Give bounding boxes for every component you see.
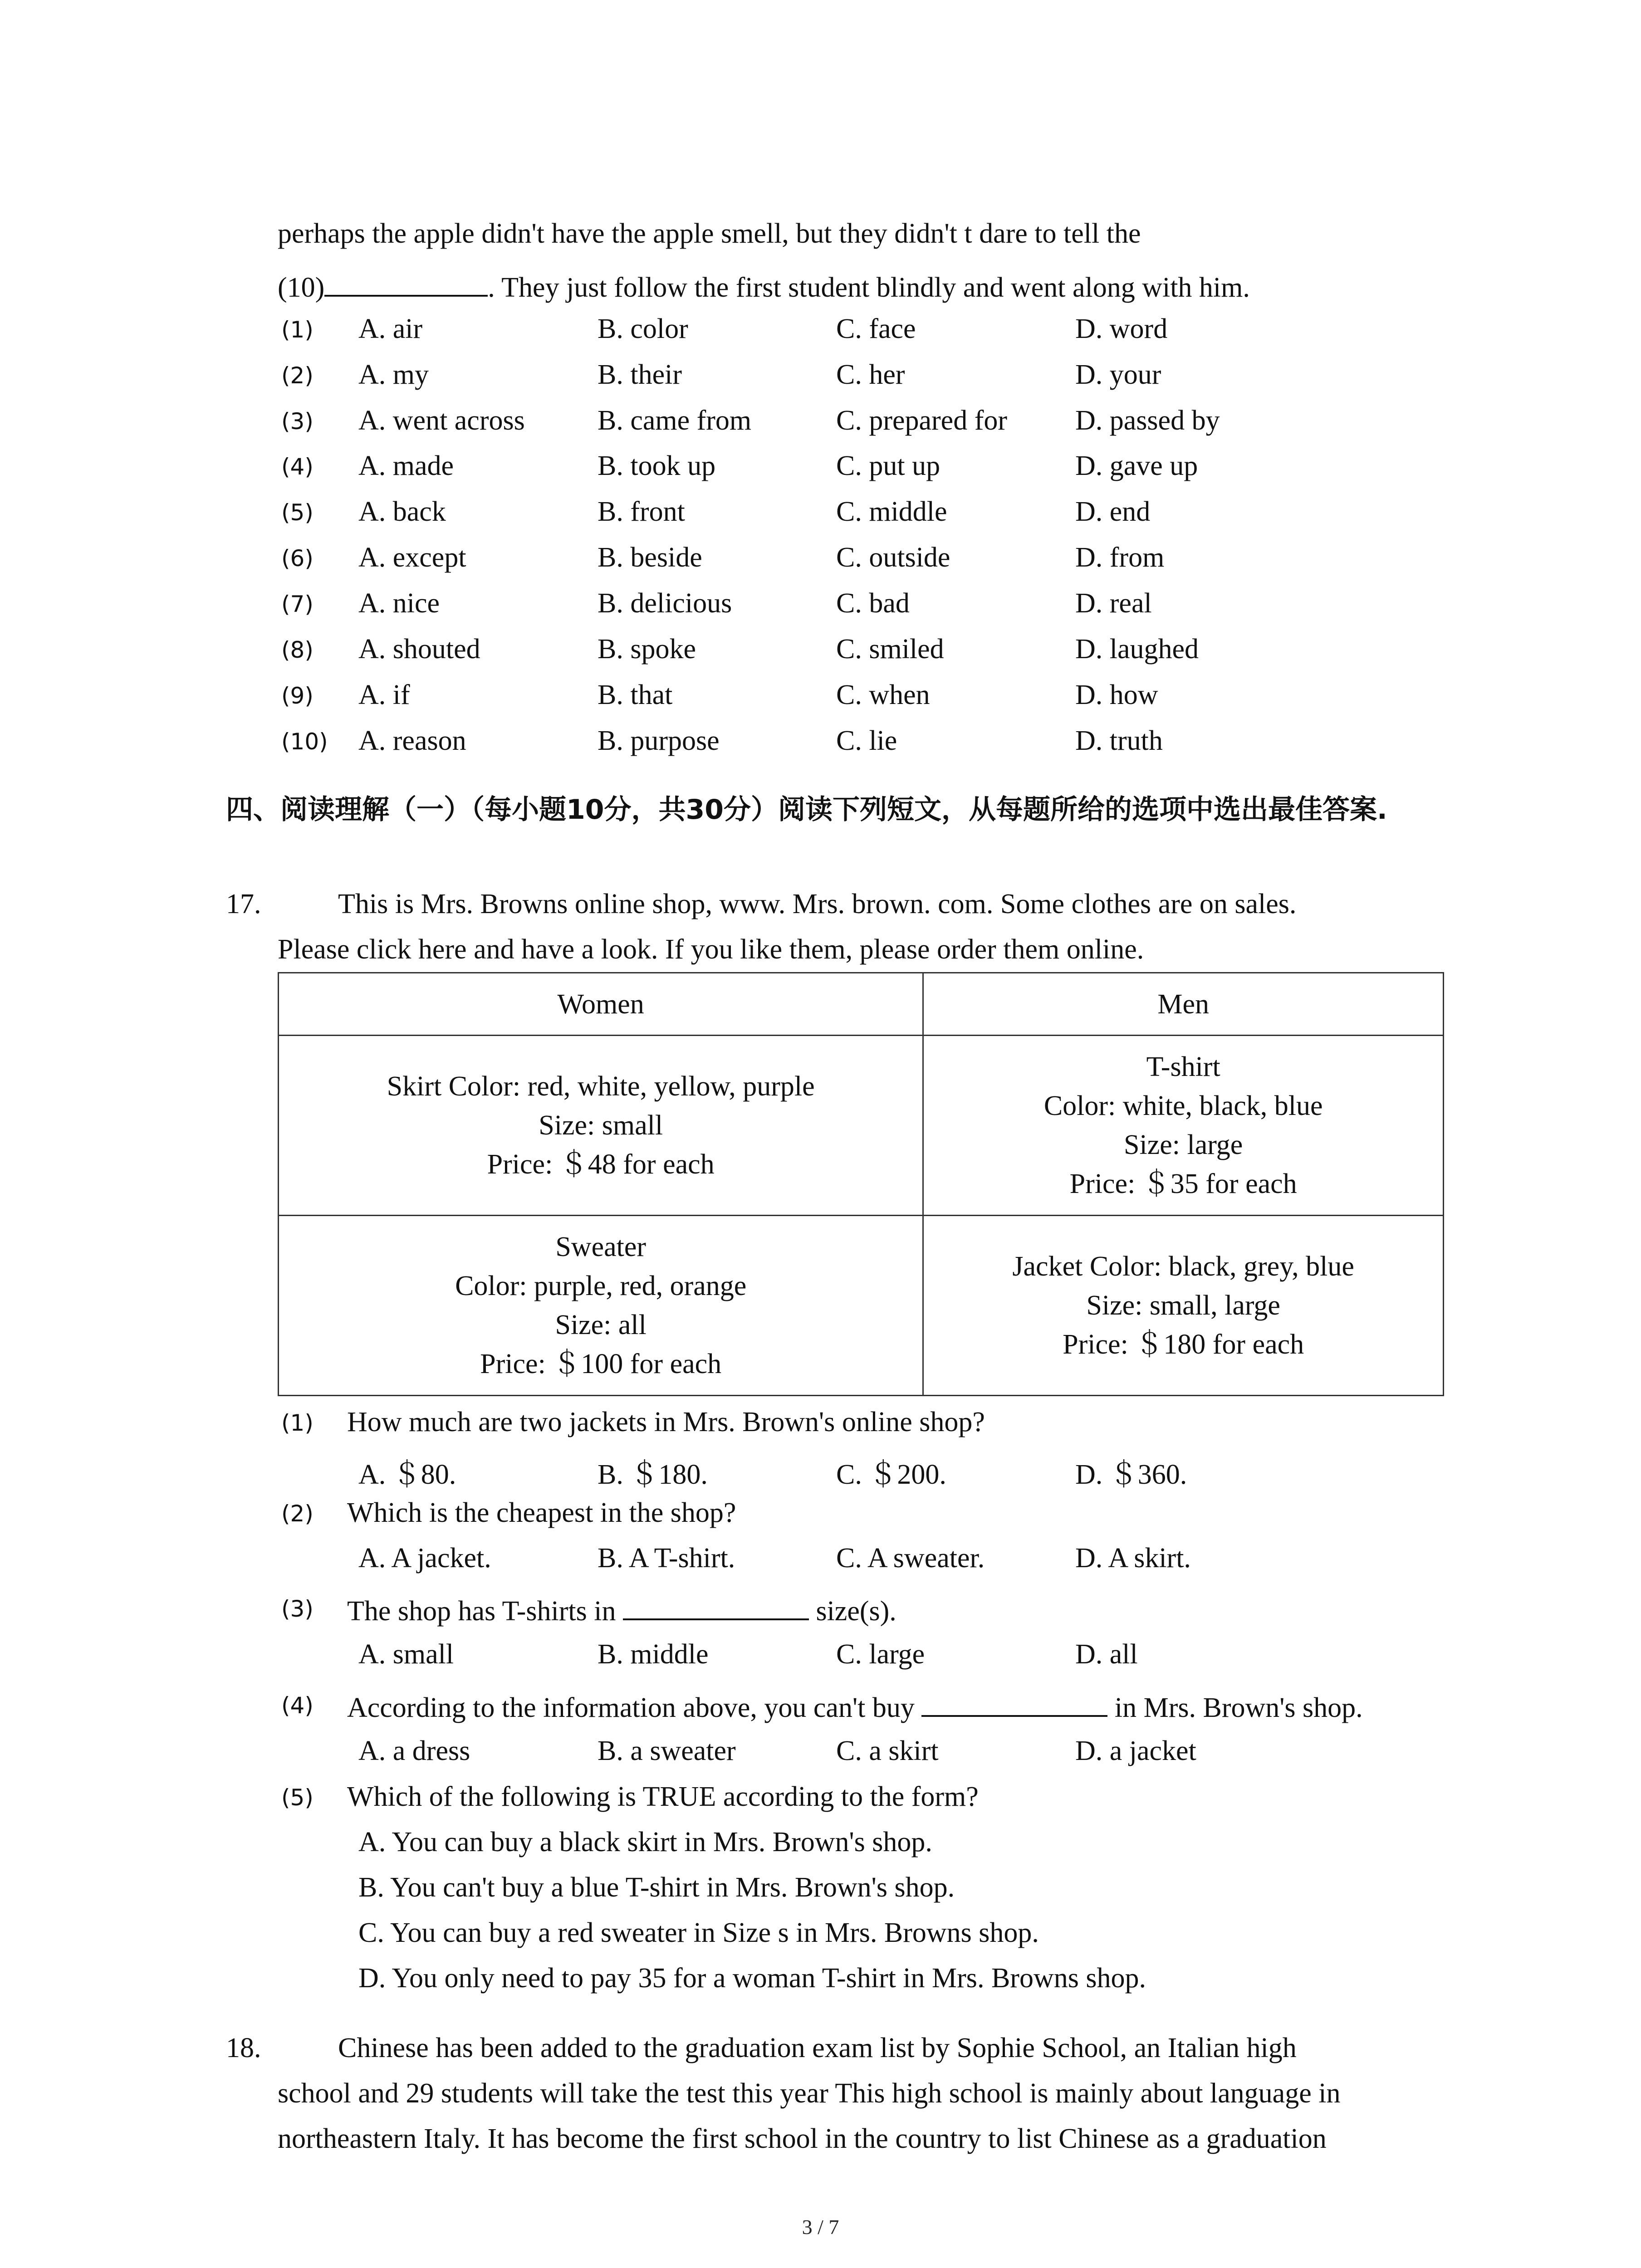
- question-number: (1): [281, 1410, 314, 1436]
- question-number: (4): [281, 1692, 314, 1719]
- q17-intro-line: Please click here and have a look. If you like them, please order them online.: [278, 934, 1144, 965]
- q17-intro-line: This is Mrs. Browns online shop, www. Mrs. brown. com. Some clothes are on sales.: [338, 889, 1297, 919]
- question-number: (3): [281, 408, 314, 435]
- question-number: (8): [281, 637, 314, 663]
- option-d: D. all: [1075, 1639, 1138, 1670]
- cell-line: Jacket Color: black, grey, blue: [1012, 1251, 1354, 1282]
- q18-line: northeastern Italy. It has become the first school in the country to list Chinese as a graduation: [278, 2123, 1327, 2154]
- question-number-18: 18.: [226, 2033, 261, 2063]
- option-d: D. passed by: [1075, 405, 1220, 436]
- option-d: D. gave up: [1075, 450, 1198, 481]
- option-b: B. beside: [598, 542, 702, 573]
- option-b: B. purpose: [598, 725, 720, 756]
- option-c: C. middle: [836, 496, 947, 527]
- option-b: B. took up: [598, 450, 716, 481]
- option-d: D. word: [1075, 313, 1168, 344]
- option-a: A. A jacket.: [358, 1543, 491, 1574]
- option-a: A. You can buy a black skirt in Mrs. Brown's shop.: [358, 1827, 932, 1857]
- option-a: A. except: [358, 542, 466, 573]
- section-heading: 四、阅读理解（一）（每小题10分，共30分）阅读下列短文，从每题所给的选项中选出最佳答案.: [226, 794, 1387, 826]
- option-a: A. my: [358, 359, 429, 390]
- option-c: C. when: [836, 679, 930, 710]
- question-number: (7): [281, 591, 314, 617]
- option-a: A. reason: [358, 725, 466, 756]
- option-b: B. A T-shirt.: [598, 1543, 735, 1574]
- option-c: C. ＄200.: [836, 1459, 946, 1490]
- option-c: C. You can buy a red sweater in Size s in Mrs. Browns shop.: [358, 1917, 1039, 1948]
- q18-line: school and 29 students will take the test this year This high school is mainly about language in: [278, 2078, 1341, 2109]
- option-d: D. from: [1075, 542, 1165, 573]
- option-c: C. large: [836, 1639, 925, 1670]
- option-b: B. middle: [598, 1639, 709, 1670]
- option-b: B. a sweater: [598, 1735, 736, 1766]
- option-a: A. ＄80.: [358, 1459, 456, 1490]
- stem-text: size(s).: [816, 1596, 896, 1627]
- option-b: B. that: [598, 679, 673, 710]
- option-d: D. truth: [1075, 725, 1163, 756]
- passage-text: . They just follow the first student blindly and went along with him.: [488, 272, 1250, 303]
- cell-line: Price: ＄100 for each: [480, 1349, 722, 1379]
- option-b: B. their: [598, 359, 682, 390]
- option-c: C. put up: [836, 450, 941, 481]
- column-header-men: Men: [923, 973, 1444, 1036]
- question-stem: Which is the cheapest in the shop?: [347, 1497, 736, 1528]
- option-a: A. made: [358, 450, 454, 481]
- cell-line: Color: purple, red, orange: [455, 1271, 747, 1301]
- skirt-cell: [279, 1036, 923, 1216]
- passage-line-blank: [278, 269, 1250, 304]
- option-a: A. if: [358, 679, 410, 710]
- tshirt-cell: [923, 1036, 1444, 1216]
- question-stem: [347, 1689, 1363, 1724]
- question-stem: Which of the following is TRUE according to the form?: [347, 1781, 979, 1812]
- option-d: D. how: [1075, 679, 1158, 710]
- question-number: (6): [281, 545, 314, 572]
- stem-text: in Mrs. Brown's shop.: [1114, 1692, 1363, 1723]
- option-a: A. back: [358, 496, 446, 527]
- blank-number: (10): [278, 272, 325, 303]
- cell-line: Sweater: [555, 1232, 646, 1262]
- cell-line: T-shirt: [1146, 1051, 1220, 1082]
- option-d: D. your: [1075, 359, 1161, 390]
- cell-line: Color: white, black, blue: [1043, 1090, 1323, 1121]
- page-number: 3 / 7: [802, 2215, 839, 2239]
- option-c: C. smiled: [836, 634, 944, 665]
- cell-line: Price: ＄180 for each: [1063, 1329, 1304, 1360]
- option-b: B. color: [598, 313, 688, 344]
- question-number: (1): [281, 317, 314, 343]
- option-c: C. lie: [836, 725, 897, 756]
- question-number: (10): [281, 728, 328, 755]
- option-d: D. laughed: [1075, 634, 1199, 665]
- column-header-women: Women: [279, 973, 923, 1036]
- answer-blank: [921, 1689, 1107, 1717]
- stem-text: The shop has T-shirts in: [347, 1596, 616, 1627]
- option-a: A. shouted: [358, 634, 480, 665]
- option-a: A. went across: [358, 405, 525, 436]
- option-d: D. A skirt.: [1075, 1543, 1191, 1574]
- answer-blank: [324, 269, 488, 297]
- question-number: (4): [281, 454, 314, 480]
- table-row: [279, 1216, 1444, 1396]
- cell-line: Price: ＄35 for each: [1069, 1168, 1297, 1199]
- option-a: A. nice: [358, 588, 440, 619]
- option-c: C. prepared for: [836, 405, 1007, 436]
- answer-blank: [623, 1592, 809, 1620]
- option-c: C. face: [836, 313, 916, 344]
- question-stem: How much are two jackets in Mrs. Brown's online shop?: [347, 1407, 985, 1437]
- option-b: B. You can't buy a blue T-shirt in Mrs. Brown's shop.: [358, 1872, 955, 1903]
- cell-line: Size: small, large: [1086, 1290, 1280, 1321]
- option-d: D. You only need to pay 35 for a woman T-shirt in Mrs. Browns shop.: [358, 1963, 1146, 1994]
- option-d: D. end: [1075, 496, 1151, 527]
- clothes-table: [278, 972, 1444, 1396]
- question-number: (5): [281, 1784, 314, 1811]
- option-c: C. her: [836, 359, 905, 390]
- option-c: C. outside: [836, 542, 950, 573]
- cell-line: Skirt Color: red, white, yellow, purple: [387, 1071, 815, 1102]
- question-number: (3): [281, 1596, 314, 1622]
- passage-line: perhaps the apple didn't have the apple smell, but they didn't t dare to tell the: [278, 218, 1141, 249]
- question-number: (9): [281, 683, 314, 709]
- option-d: D. ＄360.: [1075, 1459, 1187, 1490]
- option-c: C. a skirt: [836, 1735, 939, 1766]
- q18-line: Chinese has been added to the graduation exam list by Sophie School, an Italian high: [338, 2033, 1297, 2063]
- stem-text: According to the information above, you can't buy: [347, 1692, 915, 1723]
- option-b: B. came from: [598, 405, 752, 436]
- jacket-cell: [923, 1216, 1444, 1396]
- cell-line: Size: large: [1124, 1129, 1243, 1160]
- option-c: C. A sweater.: [836, 1543, 985, 1574]
- option-d: D. real: [1075, 588, 1152, 619]
- option-a: A. a dress: [358, 1735, 470, 1766]
- question-number: (2): [281, 362, 314, 389]
- option-a: A. small: [358, 1639, 454, 1670]
- option-b: B. delicious: [598, 588, 732, 619]
- question-number-17: 17.: [226, 889, 261, 919]
- cell-line: Price: ＄48 for each: [487, 1149, 715, 1180]
- option-b: B. spoke: [598, 634, 696, 665]
- question-number: (5): [281, 499, 314, 526]
- cell-line: Size: small: [539, 1110, 663, 1141]
- question-number: (2): [281, 1501, 314, 1527]
- question-stem: [347, 1592, 896, 1628]
- table-row: [279, 1036, 1444, 1216]
- sweater-cell: [279, 1216, 923, 1396]
- cell-line: Size: all: [555, 1310, 647, 1340]
- option-d: D. a jacket: [1075, 1735, 1196, 1766]
- option-b: B. ＄180.: [598, 1459, 708, 1490]
- table-header-row: [279, 973, 1444, 1036]
- option-b: B. front: [598, 496, 685, 527]
- option-a: A. air: [358, 313, 423, 344]
- option-c: C. bad: [836, 588, 910, 619]
